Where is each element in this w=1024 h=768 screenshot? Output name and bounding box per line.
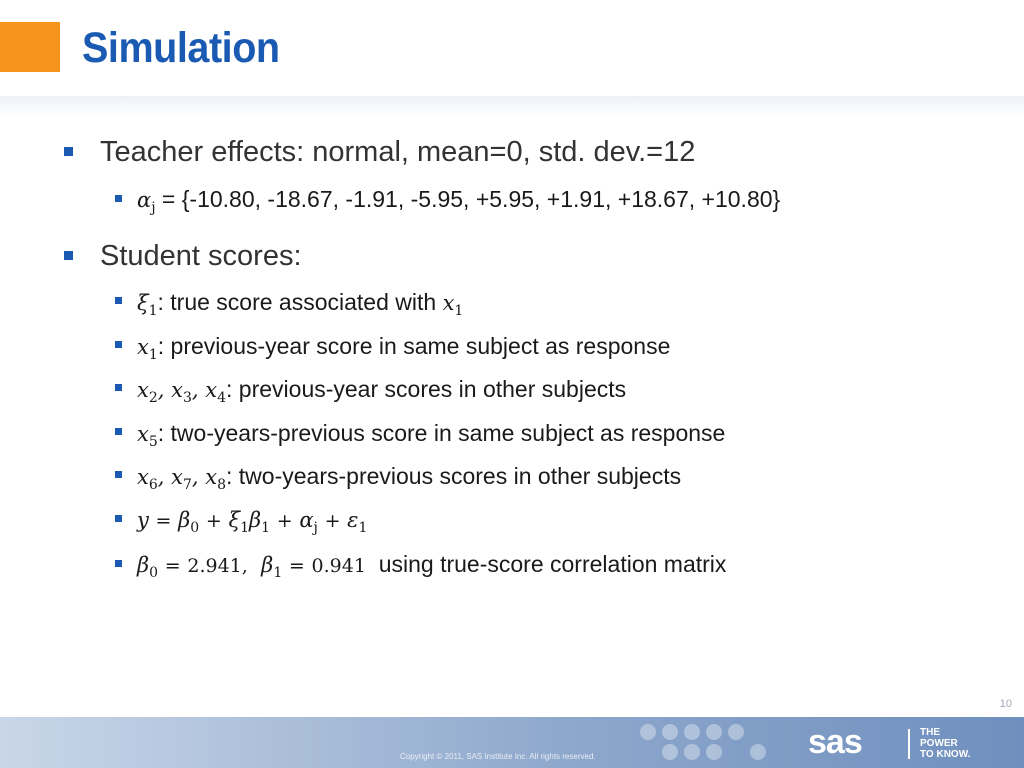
bullet-marker (115, 384, 122, 391)
bullet-beta-values: $\beta_0 = 2.941$, $\beta_1 = 0.941$ using true-score correlation matrix (137, 551, 727, 582)
footer-dot-pattern (640, 724, 790, 764)
logo-tagline: THE POWER TO KNOW. (920, 727, 971, 760)
logo-separator (908, 729, 910, 759)
sas-logo (808, 723, 978, 763)
alpha-j-symbol: $\alpha_j$ (137, 188, 156, 217)
sas-logo-wordmark: sas (808, 723, 862, 761)
title-divider (0, 96, 1024, 116)
bullet-alpha-values: $\alpha_j = \{-10.80$, -18.67, -1.91, -5.95, +5.95, +1.91, +18.67, +10.80} (137, 186, 781, 217)
bullet-model-equation: $y = \beta_0 + \xi_1\beta_1 + \alpha_j + \varepsilon_1$ (137, 508, 368, 537)
bullet-marker (115, 428, 122, 435)
bullet-x234: $x_2$, $x_3$, $x_4$: previous-year scores in other subjects (137, 376, 627, 407)
bullet-marker (115, 471, 122, 478)
page-number: 10 (999, 698, 1012, 710)
bullet-marker (115, 195, 122, 202)
copyright-text: Copyright © 2011, SAS Institute Inc. All rights reserved. (400, 752, 596, 761)
bullet-marker (64, 147, 73, 156)
title-accent-block (0, 22, 60, 72)
bullet-marker (115, 297, 122, 304)
bullet-x678: $x_6$, $x_7$, $x_8$: two-years-previous scores in other subjects (137, 463, 682, 494)
bullet-x1: $x_1$: previous-year score in same subject as response (137, 333, 671, 364)
bullet-x5: $x_5$: two-years-previous score in same subject as response (137, 420, 726, 451)
bullet-marker (115, 560, 122, 567)
bullet-marker (64, 251, 73, 260)
bullet-marker (115, 515, 122, 522)
bullet-marker (115, 341, 122, 348)
slide-title: Simulation (82, 24, 280, 72)
bullet-teacher-effects: Teacher effects: normal, mean=0, std. dev.=12 (100, 136, 696, 168)
bullet-student-scores: Student scores: (100, 240, 302, 272)
bullet-xi1: $\xi_1$: true score associated with $x_1$ (137, 289, 464, 320)
